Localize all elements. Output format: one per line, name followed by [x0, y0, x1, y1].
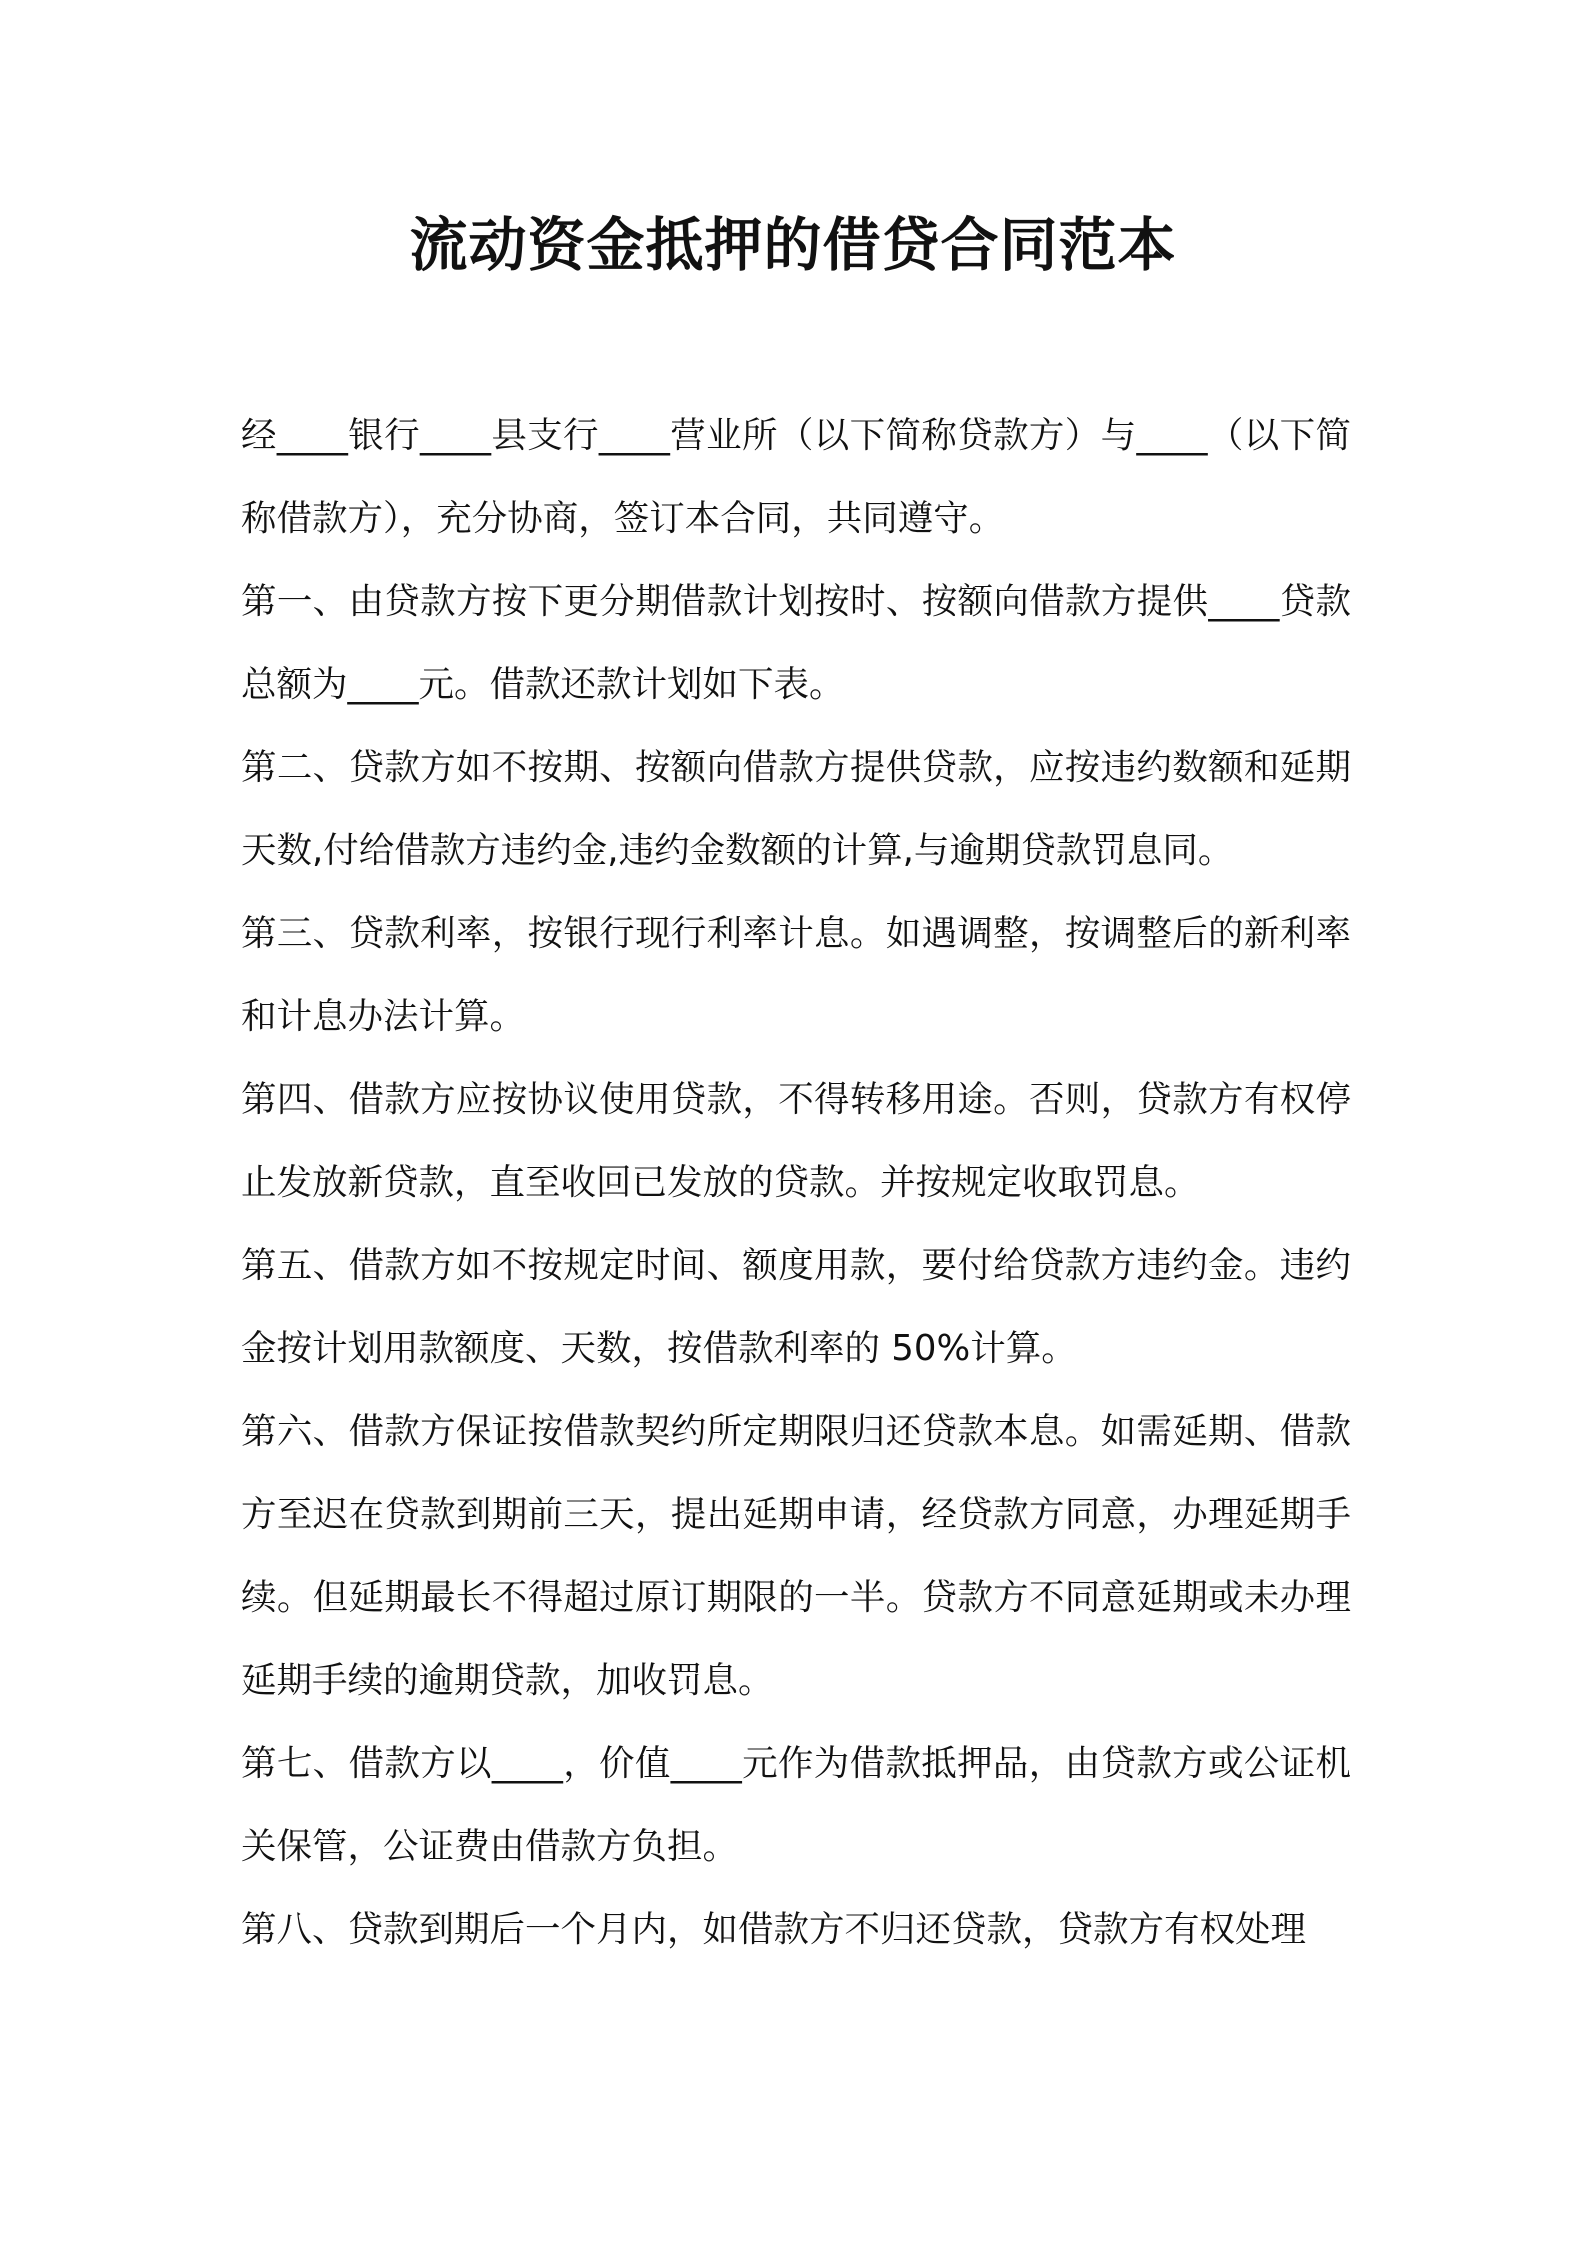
paragraph-article-4: 第四、借款方应按协议使用贷款，不得转移用途。否则，贷款方有权停止发放新贷款，直至收回已发放的贷款。并按规定收取罚息。: [241, 1079, 1351, 1203]
paragraph-article-1: 第一、由贷款方按下更分期借款计划按时、按额向借款方提供____贷款总额为____元。借款还款计划如下表。: [241, 581, 1351, 705]
paragraph-article-2: 第二、贷款方如不按期、按额向借款方提供贷款，应按违约数额和延期天数,付给借款方违约金,违约金数额的计算,与逾期贷款罚息同。: [241, 747, 1351, 871]
paragraph-article-8: 第八、贷款到期后一个月内，如借款方不归还贷款，贷款方有权处理: [241, 1909, 1307, 1950]
paragraph-article-5: 第五、借款方如不按规定时间、额度用款，要付给贷款方违约金。违约金按计划用款额度、天数，按借款利率的 50%计算。: [241, 1245, 1351, 1369]
paragraph-article-3: 第三、贷款利率，按银行现行利率计息。如遇调整，按调整后的新利率和计息办法计算。: [241, 913, 1351, 1037]
paragraph-intro: 经____银行____县支行____营业所（以下简称贷款方）与____（以下简称借款方），充分协商，签订本合同，共同遵守。: [241, 415, 1351, 539]
paragraph-article-6: 第六、借款方保证按借款契约所定期限归还贷款本息。如需延期、借款方至迟在贷款到期前三天，提出延期申请，经贷款方同意，办理延期手续。但延期最长不得超过原订期限的一半。贷款方不同意延期或未办理延期手续的逾期贷款，加收罚息。: [241, 1411, 1351, 1701]
document-title: 流动资金抵押的借贷合同范本: [409, 211, 1177, 279]
document-body: [241, 394, 1351, 1971]
paragraph-article-7: 第七、借款方以____，价值____元作为借款抵押品，由贷款方或公证机关保管，公证费由借款方负担。: [241, 1743, 1351, 1867]
